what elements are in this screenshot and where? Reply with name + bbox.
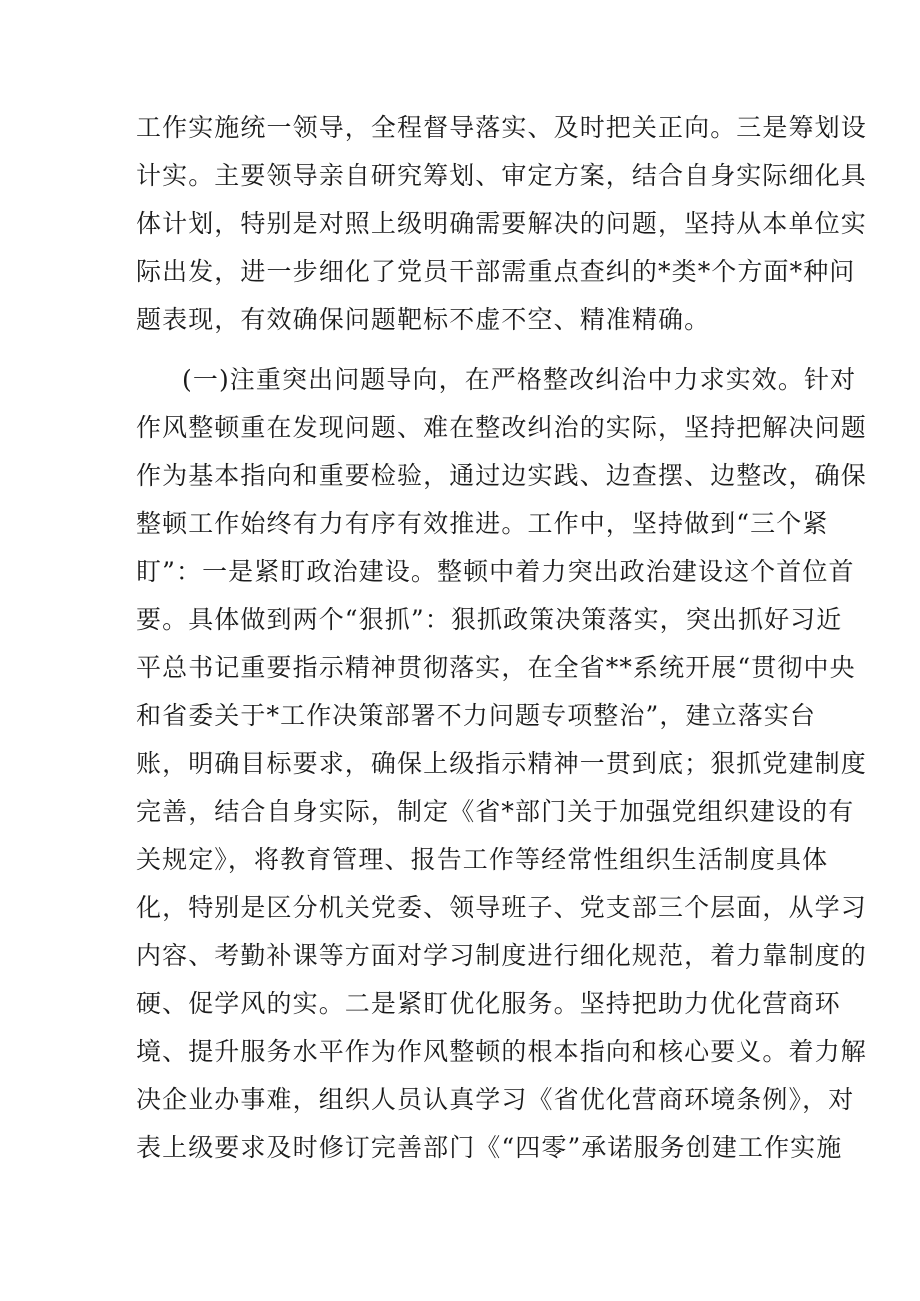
text-line: 际出发，进一步细化了党员干部需重点查纠的*类*个方面*种问 bbox=[136, 257, 856, 286]
text-line: 关规定》，将教育管理、报告工作等经常性组织生活制度具体 bbox=[136, 845, 829, 874]
text-line: 完善，结合自身实际，制定《省*部门关于加强党组织建设的有 bbox=[136, 797, 855, 826]
text-line: 化，特别是区分机关党委、领导班子、党支部三个层面，从学习 bbox=[136, 893, 867, 922]
text-line: 内容、考勤补课等方面对学习制度进行细化规范，着力靠制度的 bbox=[136, 941, 867, 970]
text-line: 盯”：一是紧盯政治建设。整顿中着力突出政治建设这个首位首 bbox=[136, 557, 855, 586]
text-line: 硬、促学风的实。二是紧盯优化服务。坚持把助力优化营商环 bbox=[136, 989, 841, 1018]
text-line: 体计划，特别是对照上级明确需要解决的问题，坚持从本单位实 bbox=[136, 209, 867, 238]
text-line: 计实。主要领导亲自研究筹划、审定方案，结合自身实际细化具 bbox=[136, 161, 867, 190]
text-line: 整顿工作始终有力有序有效推进。工作中，坚持做到“三个紧 bbox=[136, 509, 829, 538]
text-line: 要。具体做到两个“狠抓”：狠抓政策决策落实，突出抓好习近 bbox=[136, 605, 843, 634]
paragraph-heading-line: (一)注重突出问题导向，在严格整改纠治中力求实效。针对 bbox=[182, 365, 857, 394]
text-line: 工作实施统一领导，全程督导落实、及时把关正向。三是筹划设 bbox=[136, 113, 867, 142]
text-line: 境、提升服务水平作为作风整顿的根本指向和核心要义。着力解 bbox=[136, 1037, 867, 1066]
text-line: 平总书记重要指示精神贯彻落实，在全省**系统开展“贯彻中央 bbox=[136, 653, 856, 682]
text-line: 决企业办事难，组织人员认真学习《省优化营商环境条例》，对 bbox=[136, 1085, 855, 1114]
text-line: 和省委关于*工作决策部署不力问题专项整治”，建立落实台 bbox=[136, 701, 816, 730]
text-line: 表上级要求及时修订完善部门《“四零”承诺服务创建工作实施 bbox=[136, 1133, 843, 1162]
text-line: 作为基本指向和重要检验，通过边实践、边查摆、边整改，确保 bbox=[136, 461, 867, 490]
text-line: 作风整顿重在发现问题、难在整改纠治的实际，坚持把解决问题 bbox=[136, 413, 867, 442]
text-line: 题表现，有效确保问题靶标不虚不空、精准精确。 bbox=[136, 305, 711, 334]
text-line: 账，明确目标要求，确保上级指示精神一贯到底；狠抓党建制度 bbox=[136, 749, 867, 778]
